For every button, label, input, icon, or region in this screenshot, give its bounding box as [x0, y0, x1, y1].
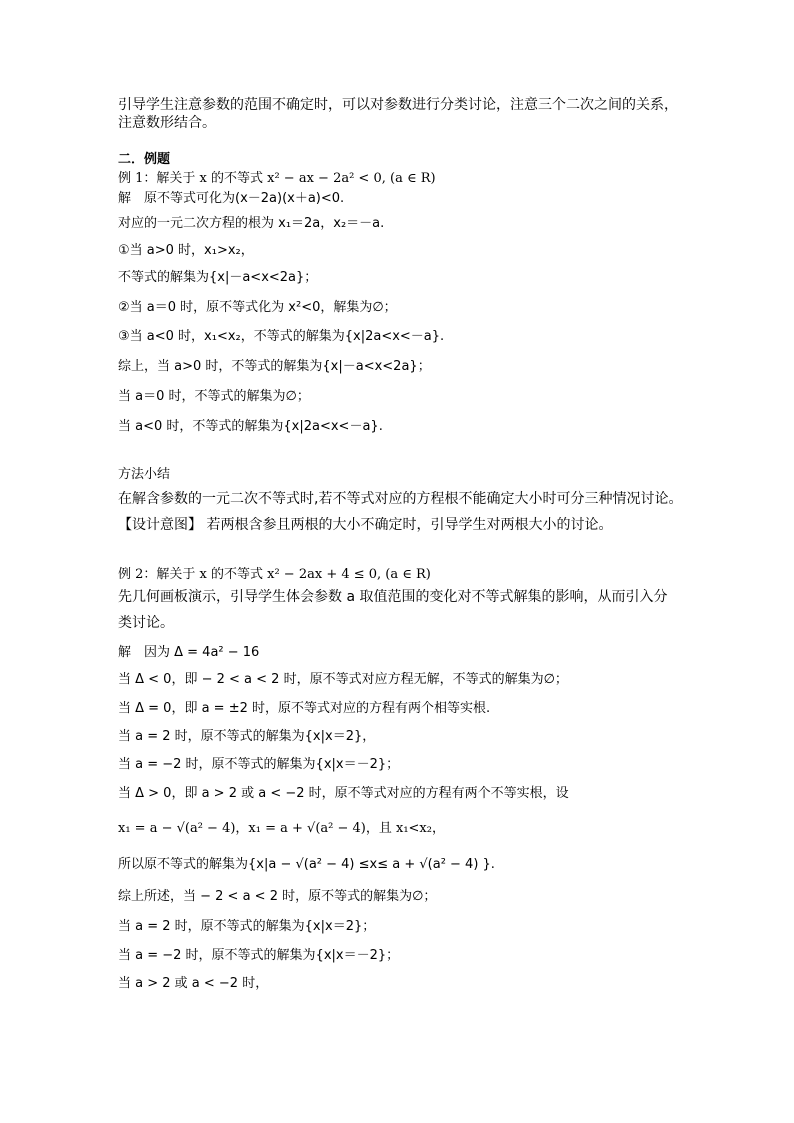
- example1-case1-result: 不等式的解集为{x|－a<x<2a}；: [118, 270, 318, 285]
- example2-intro-1: 先几何画板演示，引导学生体会参数 a 取值范围的变化对不等式解集的影响，从而引入分: [118, 589, 668, 605]
- example2-line-11: 当 a > 2 或 a < −2 时，: [118, 976, 269, 991]
- example2-line-9: 当 a = 2 时，原不等式的解集为{x|x＝2}；: [118, 919, 376, 934]
- example2-solution: 解 因为 Δ = 4a² − 16: [118, 645, 260, 660]
- example2-title: 例 2：解关于 x 的不等式 x² − 2ax + 4 ≤ 0, (a ∈ R): [118, 567, 431, 582]
- example1-title: 例 1：解关于 x 的不等式 x² − ax − 2a² < 0, (a ∈ R): [118, 171, 436, 186]
- example1-step-a: 解 原不等式可化为(x－2a)(x＋a)<0.: [118, 191, 345, 206]
- example2-line-5: 当 Δ > 0，即 a > 2 或 a < −2 时，原不等式对应的方程有两个不等实根，设: [118, 786, 569, 801]
- example2-line-1: 当 Δ < 0，即 − 2 < a < 2 时，原不等式对应方程无解，不等式的解集为∅；: [118, 672, 568, 687]
- example1-case1: ①当 a>0 时，x₁>x₂，: [118, 243, 254, 258]
- example2-line-3: 当 a = 2 时，原不等式的解集为{x|x＝2}，: [118, 729, 376, 744]
- example1-case2: ②当 a＝0 时，原不等式化为 x²<0，解集为∅；: [118, 300, 397, 315]
- example2-intro-2: 类讨论。: [118, 615, 174, 631]
- design-intent: 【设计意图】 若两根含参且两根的大小不确定时，引导学生对两根大小的讨论。: [118, 517, 613, 533]
- section-title: 二．例题: [118, 152, 171, 167]
- example1-step-b: 对应的一元二次方程的根为 x₁＝2a，x₂＝－a.: [118, 216, 385, 231]
- example2-line-6: x₁ = a − √(a² − 4)，x₁ = a + √(a² − 4)，且 x₁<x₂，: [118, 821, 445, 836]
- example1-case3: ③当 a<0 时，x₁<x₂，不等式的解集为{x|2a<x<－a}.: [118, 329, 445, 344]
- example2-line-2: 当 Δ = 0，即 a = ±2 时，原不等式对应的方程有两个相等实根.: [118, 701, 491, 716]
- intro-line-2: 注意数形结合。: [118, 115, 216, 131]
- example2-line-7: 所以原不等式的解集为{x|a − √(a² − 4) ≤x≤ a + √(a² − 4) }.: [118, 857, 495, 872]
- method-text: 在解含参数的一元二次不等式时,若不等式对应的方程根不能确定大小时可分三种情况讨论。: [118, 491, 683, 507]
- example2-line-4: 当 a = −2 时，原不等式的解集为{x|x＝－2}；: [118, 757, 400, 772]
- intro-line-1: 引导学生注意参数的范围不确定时，可以对参数进行分类讨论，注意三个二次之间的关系，: [118, 97, 678, 113]
- example2-line-8: 综上所述，当 − 2 < a < 2 时，原不等式的解集为∅；: [118, 889, 437, 904]
- example1-summary3: 当 a<0 时，不等式的解集为{x|2a<x<－a}.: [118, 419, 383, 434]
- example1-summary2: 当 a＝0 时，不等式的解集为∅；: [118, 389, 310, 404]
- example1-summary1: 综上，当 a>0 时，不等式的解集为{x|－a<x<2a}；: [118, 359, 431, 374]
- example2-line-10: 当 a = −2 时，原不等式的解集为{x|x＝－2}；: [118, 948, 400, 963]
- method-title: 方法小结: [118, 467, 171, 482]
